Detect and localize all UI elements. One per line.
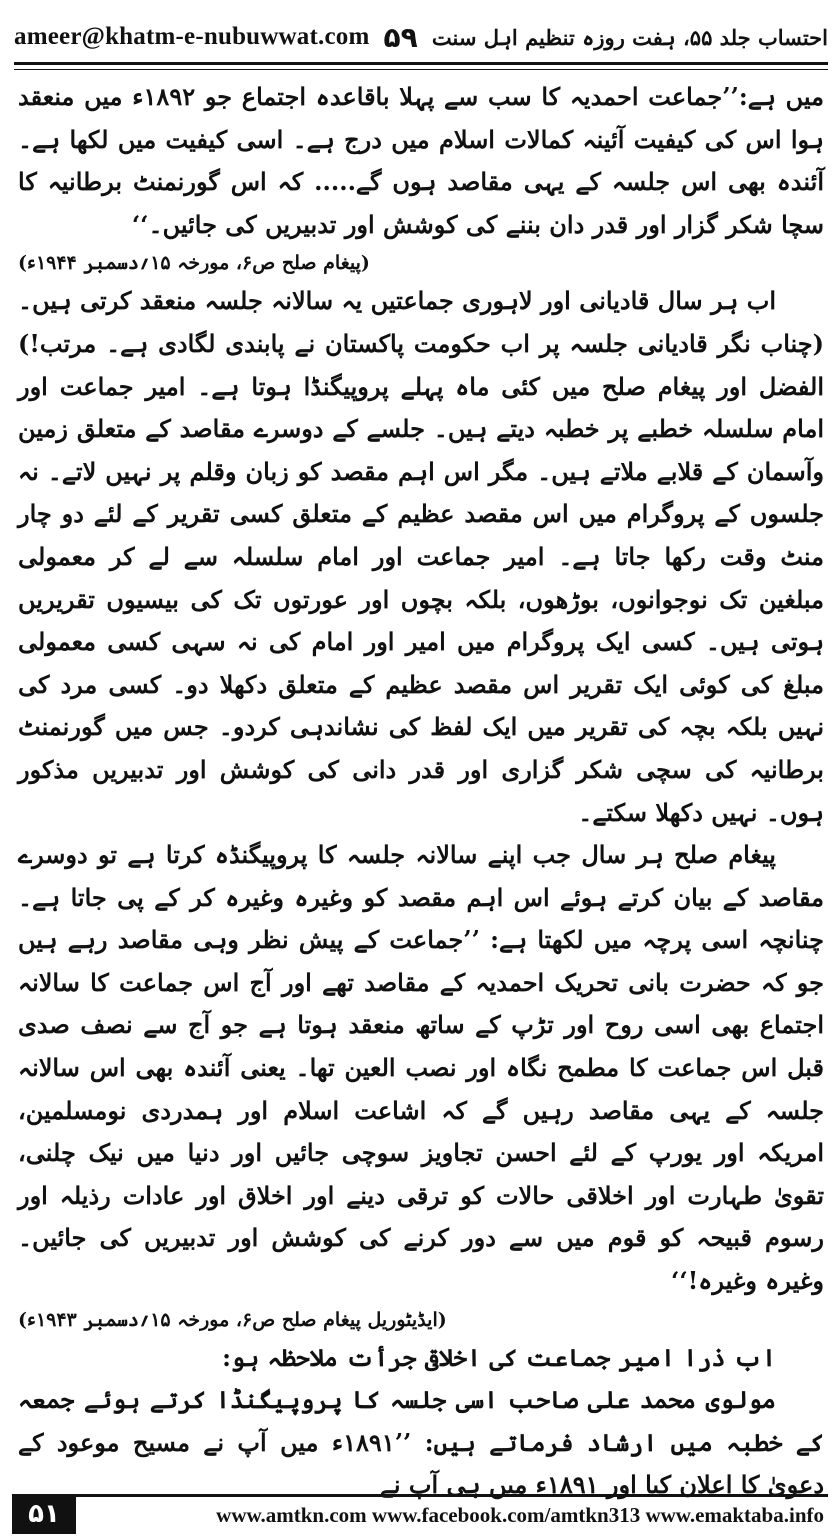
header-page-number: ۵۹ bbox=[383, 20, 418, 54]
reference-2: (ایڈیٹوریل پیغام صلح ص۶، مورخہ ۱۵؍دسمبر ۱۹۴۳ء) bbox=[18, 1308, 447, 1331]
paragraph-4: اب ذرا امیر جماعت کی اخلاقی جرأت ملاحظہ ہو: bbox=[222, 1342, 776, 1372]
page-header bbox=[14, 14, 828, 60]
reference-1: (پیغام صلح ص۶، مورخہ ۱۵؍دسمبر ۱۹۴۴ء) bbox=[18, 252, 370, 275]
header-rule bbox=[14, 62, 828, 70]
page-footer bbox=[12, 1494, 828, 1534]
header-email: ameer@khatm-e-nubuwwat.com bbox=[14, 23, 370, 50]
footer-page-number: ۵۱ bbox=[12, 1494, 76, 1534]
header-title: احتساب جلد ۵۵، ہفت روزہ تنظیم اہل سنت bbox=[431, 24, 828, 50]
paragraph-2: اب ہر سال قادیانی اور لاہوری جماعتیں یہ سالانہ جلسہ منعقد کرتی ہیں۔ (چناب نگر قادیانی جلسہ پر اب حکومت پاکستان نے پابندی لگادی ہے۔ مرتب!) الفضل اور پیغام صلح میں کئی ماہ پہلے پروپیگنڈا ہوتا ہے۔ امیر جماعت اور امام سلسلہ خطبے پر خطبہ دیتے ہیں۔ جلسے کے دوسرے مقاصد کے متعلق زمین وآسمان کے قلابے ملاتے ہیں۔ مگر اس اہم مقصد کو زبان وقلم پر نہیں لاتے۔ نہ جلسوں کے پروگرام میں اس مقصد عظیم کے متعلق کسی تقریر کے لئے دو چار منٹ وقت رکھا جاتا ہے۔ امیر جماعت اور امام سلسلہ سے لے کر معمولی مبلغین تک نوجوانوں، بوڑھوں، بلکہ بچوں اور عورتوں تک کی بیسیوں تقریریں ہوتی ہیں۔ کسی ایک پروگرام میں امیر اور امام کی نہ سہی کسی معمولی مبلغ کی کوئی ایک تقریر اس مقصد عظیم کے متعلق دکھلا دو۔ کسی مرد کی نہیں بلکہ بچہ کی تقریر میں ایک لفظ کی نشاندہی کردو۔ جس میں گورنمنٹ برطانیہ کی سچی شکر گزاری اور قدر دانی کی کوشش اور تدبیریں مذکور ہوں۔ نہیں دکھلا سکتے۔ bbox=[18, 286, 825, 827]
paragraph-3-text: پیغام صلح ہر سال جب اپنے سالانہ جلسہ کا پروپیگنڈہ کرتا ہے تو دوسرے مقاصد کے بیان کرتے ہوئے اس اہم مقصد کو وغیرہ وغیرہ کر کے پی جاتا ہے۔ چنانچہ اسی پرچہ میں لکھتا ہے: ’’جماعت کے پیش نظر وہی مقاصد رہے ہیں جو کہ حضرت بانی تحریک احمدیہ کے مقاصد تھے اور آج اس جماعت کا سالانہ اجتماع بھی اسی روح اور تڑپ کے ساتھ منعقد ہوتا ہے جو آج سے نصف صدی قبل اس جماعت کا مطمح نگاہ اور نصب العین تھا۔ یعنی آئندہ بھی اس سالانہ جلسہ کے یہی مقاصد رہیں گے کہ اشاعت اسلام اور ہمدردی نومسلمین، امریکہ اور یورپ کے لئے احسن تجاویز سوچی جائیں اور دنیا میں نیک چلنی، تقویٰ طہارت اور اخلاقی حالات کو ترقی دینے اور اخلاق اور عادات رذیلہ اور رسوم قبیحہ کو قوم میں سے دور کرنے کی کوشش اور تدبیریں کی جائیں۔ وغیرہ وغیرہ!‘‘ bbox=[18, 840, 824, 1296]
paragraph-3 bbox=[18, 834, 824, 1337]
paragraph-5: مولوی محمد علی صاحب اسی جلسہ کا پروپیگنڈا کرتے ہوئے جمعہ کے خطبہ میں ارشاد فرماتے ہیں: ’’۱۸۹۱ء میں آپ نے مسیح موعود کے دعویٰ کا اعلان کیا اور ۱۸۹۱ء میں ہی آپ نے bbox=[18, 1385, 825, 1500]
header-left bbox=[14, 21, 418, 54]
article-body bbox=[18, 76, 824, 1507]
footer-links: www.amtkn.com www.facebook.com/amtkn313 www.emaktaba.info bbox=[76, 1494, 828, 1534]
paragraph-1 bbox=[18, 76, 824, 280]
paragraph-1-text: میں ہے:’’جماعت احمدیہ کا سب سے پہلا باقاعدہ اجتماع جو ۱۸۹۲ء میں منعقد ہوا اس کی کیفیت آئینہ کمالات اسلام میں درج ہے۔ اسی کیفیت میں لکھا ہے۔ آئندہ بھی اس جلسہ کے یہی مقاصد ہوں گے..... کہ اس گورنمنٹ برطانیہ کا سچا شکر گزار اور قدر دان بننے کی کوشش اور تدبیریں کی جائیں۔‘‘ bbox=[18, 82, 824, 239]
